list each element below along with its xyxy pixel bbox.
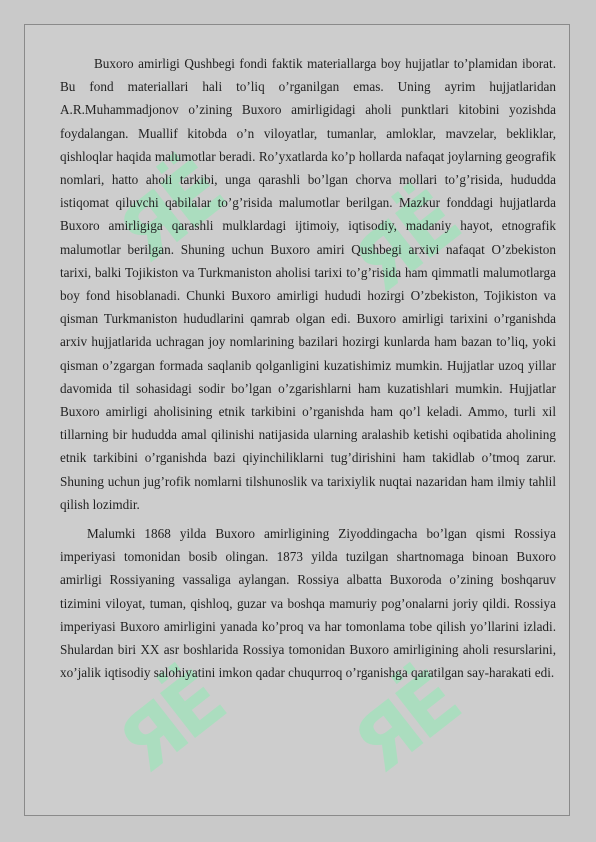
document-page — [24, 24, 570, 816]
watermark-logo: ЯЁ — [103, 147, 239, 281]
document-body — [60, 52, 556, 690]
watermark-logo: ЯЁ — [338, 657, 474, 791]
watermark-logo: ЯЁ — [338, 177, 474, 311]
watermark-logo: ЯЁ — [103, 657, 239, 791]
paragraph: Buxoro amirligi Qushbegi fondi faktik materiallarga boy hujjatlar to’plamidan iborat. Bu fond materiallari hali to’liq o’rganilgan emas. Uning ayrim hujjatlaridan A.R.Muhammadjonov o’zining Buxoro amirligidagi aholi punktlari kitobini yozishda foydalangan. Muallif kitobda o’n viloyatlar, tumanlar, amloklar, mavzelar, bekliklar, qishloqlar haqida malumotlar beradi. Ro’yxatlarda ko’p hollarda nafaqat joylarning geografik nomlari, hatto aholi tarkibi, unga qarashli bo’lgan chorva mollari to’g’risida, hududda istiqomat qiluvchi qabilalar to’g’risida malumotlar berilgan. Mazkur fonddagi hujjatlarda Buxoro amirligiga qarashli mulklardagi ijtimoiy, iqtisodiy, madaniy hayot, etnografik malumotlar berilgan. Shuning uchun Buxoro amiri Qushbegi arxivi nafaqat O’zbekiston tarixi, balki Tojikiston va Turkmaniston aholisi tarixi to’g’risida ham qimmatli malumotlarga boy fond hisoblanadi. Chunki Buxoro amirligi hududi hozirgi O’zbekiston, Tojikiston va qisman Turkmaniston hududlarini qamrab olgan edi. Buxoro amirligi tarixini o’rganishda arxiv hujjatlarida uchragan joy nomlarining bazilari hozirgi kunlarda ham bazan to’liq, yoki qisman o’zgargan formada saqlanib qolganligini kuzatishimiz mumkin. Hujjatlar uzoq yillar davomida til sohasidagi sodir bo’lgan o’zgarishlarni ham kuzatishlari mumkin. Hujjatlar Buxoro amirligi aholisining etnik tarkibini o’rganishda ham qo’l keladi. Ammo, turli xil tillarning bir hududda amal qilinishi natijasida ularning aralashib ketishi oqibatida aholining etnik tarkibini o’rganishda bazi qiyinchiliklarni tug’dirishini ham takidlab o’tmoq zarur. Shuning uchun jug’rofik nomlarni tilshunoslik va tarixiylik nuqtai nazaridan ham ilmiy tahlil qilish lozimdir. — [60, 56, 556, 512]
paragraph: Malumki 1868 yilda Buxoro amirligining Ziyoddingacha bo’lgan qismi Rossiya imperiyasi tomonidan bosib olingan. 1873 yilda tuzilgan shartnomaga binoan Buxoro amirligi Rossiyaning vassaliga aylangan. Rossiya albatta Buxoroda o’zining boshqaruv tizimini viloyat, tuman, qishloq, guzar va boshqa mamuriy pog’onalarni joriy qildi. Rossiya imperiyasi Buxoro amirligini yanada ko’proq va har tomonlama tobe qilish yo’llarini izladi. Shulardan biri XX asr boshlarida Rossiya tomonidan Buxoro amirligining aholi resurslarini, xo’jalik iqtisodiy salohiyatini imkon qadar chuqurroq o’rganishga qaratilgan say-harakati edi. — [60, 526, 556, 681]
